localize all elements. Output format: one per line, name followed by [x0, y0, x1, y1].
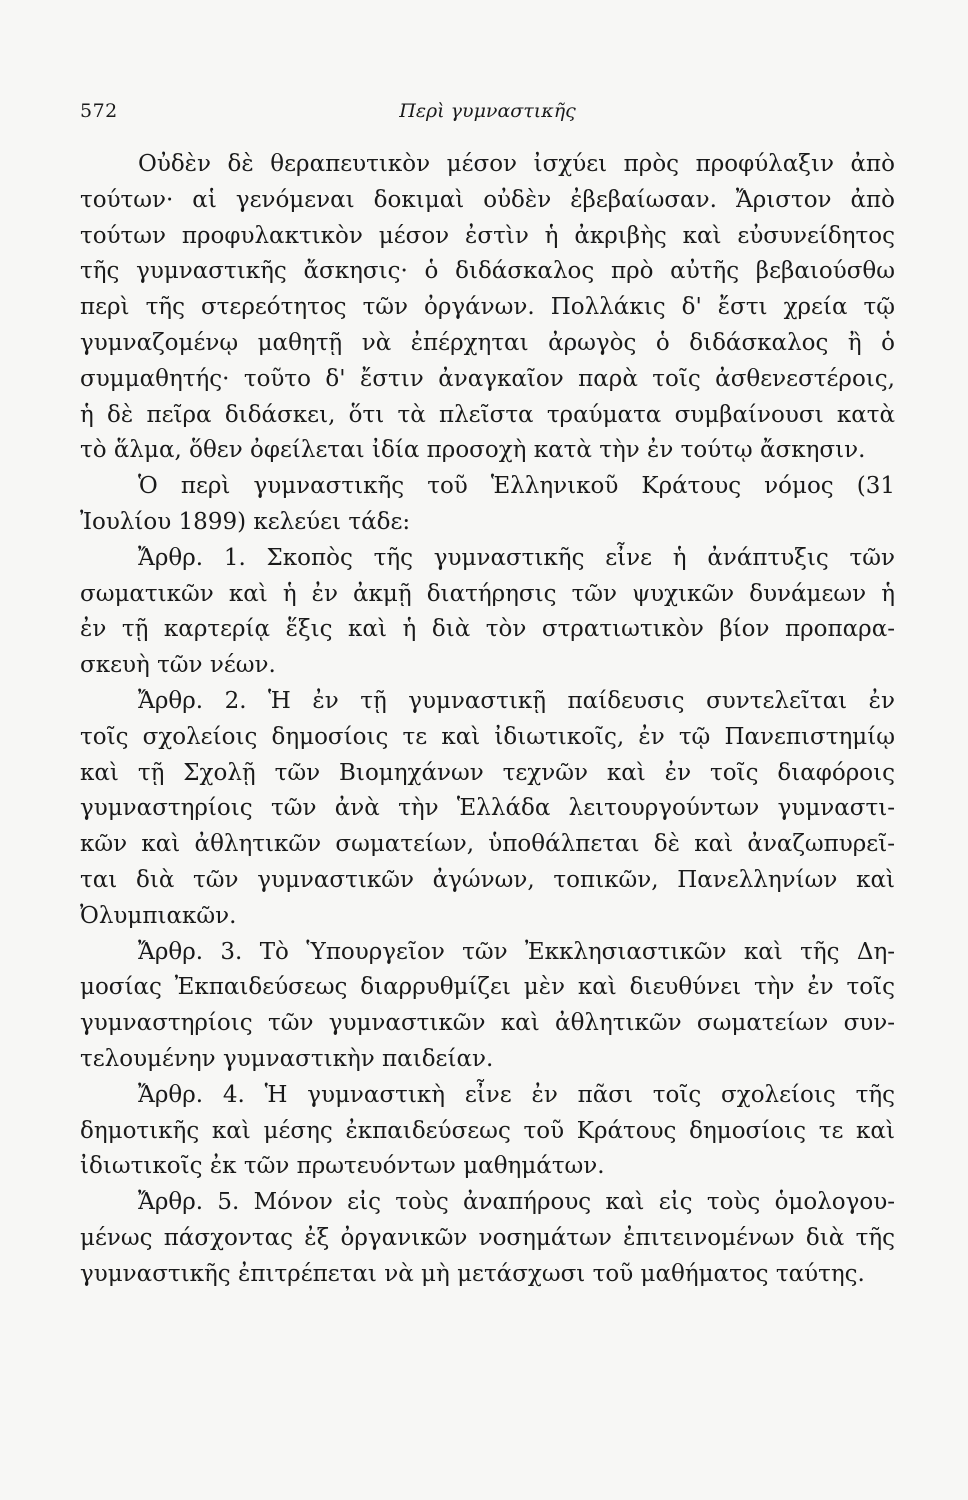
text-line: γυμναστηρίοις τῶν γυμναστικῶν καὶ ἀθλητικῶν σωματείων συν-: [80, 1010, 895, 1037]
text-line: σκευὴ τῶν νέων.: [80, 652, 276, 679]
text-line: γυμναζομένῳ μαθητῇ νὰ ἐπέρχηται ἀρωγὸς ὁ διδάσκαλος ἢ ὁ: [80, 329, 895, 356]
text-line: Ὁ περὶ γυμναστικῆς τοῦ Ἑλληνικοῦ Κράτους νόμος (31: [138, 473, 895, 500]
text-line: περὶ τῆς στερεότητος τῶν ὀργάνων. Πολλάκις δ' ἔστι χρεία τῷ: [80, 294, 895, 321]
text-line: Οὐδὲν δὲ θεραπευτικὸν μέσον ἰσχύει πρὸς προφύλαξιν ἀπὸ: [138, 151, 895, 177]
text-line: μένως πάσχοντας ἐξ ὀργανικῶν νοσημάτων ἐπιτεινομένων διὰ τῆς: [80, 1224, 895, 1251]
text-line: τούτων προφυλακτικὸν μέσον ἐστὶν ἡ ἀκριβὴς καὶ εὐσυνείδητος: [80, 222, 895, 249]
running-title: Περὶ γυμναστικῆς: [399, 100, 576, 122]
page-header: [80, 100, 895, 130]
text-line: ἐν τῇ καρτερίᾳ ἕξις καὶ ἡ διὰ τὸν στρατιωτικὸν βίον προπαρα-: [80, 616, 895, 643]
text-line: Ἰουλίου 1899) κελεύει τάδε:: [80, 508, 411, 535]
text-line: κῶν καὶ ἀθλητικῶν σωματείων, ὑποθάλπεται δὲ καὶ ἀναζωπυρεῖ-: [80, 831, 895, 858]
text-line: ται διὰ τῶν γυμναστικῶν ἀγώνων, τοπικῶν, Πανελληνίων καὶ: [80, 866, 895, 893]
text-line: Ἄρθρ. 2. Ἡ ἐν τῇ γυμναστικῇ παίδευσις συντελεῖται ἐν: [138, 687, 895, 714]
text-line: Ἄρθρ. 4. Ἡ γυμναστικὴ εἶνε ἐν πᾶσι τοῖς σχολείοις τῆς: [138, 1081, 895, 1108]
text-line: Ὀλυμπιακῶν.: [80, 902, 237, 929]
page-number: 572: [80, 100, 118, 122]
text-line: τὸ ἅλμα, ὅθεν ὀφείλεται ἰδία προσοχὴ κατὰ τὴν ἐν τούτῳ ἄσκησιν.: [80, 437, 866, 464]
text-line: τοῖς σχολείοις δημοσίοις τε καὶ ἰδιωτικοῖς, ἐν τῷ Πανεπιστημίῳ: [80, 723, 895, 750]
text-line: δημοτικῆς καὶ μέσης ἐκπαιδεύσεως τοῦ Κράτους δημοσίοις τε καὶ: [80, 1117, 895, 1144]
text-line: μοσίας Ἐκπαιδεύσεως διαρρυθμίζει μὲν καὶ διευθύνει τὴν ἐν τοῖς: [80, 974, 895, 1001]
text-line: τούτων· αἱ γενόμεναι δοκιμαὶ οὐδὲν ἐβεβαίωσαν. Ἄριστον ἀπὸ: [80, 186, 895, 213]
text-line: τῆς γυμναστικῆς ἄσκησις· ὁ διδάσκαλος πρὸ αὐτῆς βεβαιούσθω: [80, 258, 895, 285]
text-line: Ἄρθρ. 1. Σκοπὸς τῆς γυμναστικῆς εἶνε ἡ ἀνάπτυξις τῶν: [138, 544, 895, 571]
text-line: συμμαθητής· τοῦτο δ' ἔστιν ἀναγκαῖον παρὰ τοῖς ἀσθενεστέροις,: [80, 365, 895, 392]
text-line: ἡ δὲ πεῖρα διδάσκει, ὅτι τὰ πλεῖστα τραύματα συμβαίνουσι κατὰ: [80, 401, 895, 428]
text-line: Ἄρθρ. 5. Μόνον εἰς τοὺς ἀναπήρους καὶ εἰς τοὺς ὁμολογου-: [138, 1189, 895, 1216]
text-line: Ἄρθρ. 3. Τὸ Ὑπουργεῖον τῶν Ἐκκλησιαστικῶν καὶ τῆς Δη-: [138, 938, 895, 965]
text-line: καὶ τῇ Σχολῇ τῶν Βιομηχάνων τεχνῶν καὶ ἐν τοῖς διαφόροις: [80, 759, 895, 786]
text-line: γυμναστικῆς ἐπιτρέπεται νὰ μὴ μετάσχωσι τοῦ μαθήματος ταύτης.: [80, 1260, 865, 1287]
text-line: τελουμένην γυμναστικὴν παιδείαν.: [80, 1045, 494, 1072]
text-line: σωματικῶν καὶ ἡ ἐν ἀκμῇ διατήρησις τῶν ψυχικῶν δυνάμεων ἡ: [80, 580, 895, 607]
text-line: γυμναστηρίοις τῶν ἀνὰ τὴν Ἑλλάδα λειτουργούντων γυμναστι-: [80, 795, 895, 822]
body-text: [80, 147, 895, 1293]
text-line: ἰδιωτικοῖς ἐκ τῶν πρωτευόντων μαθημάτων.: [80, 1153, 605, 1180]
